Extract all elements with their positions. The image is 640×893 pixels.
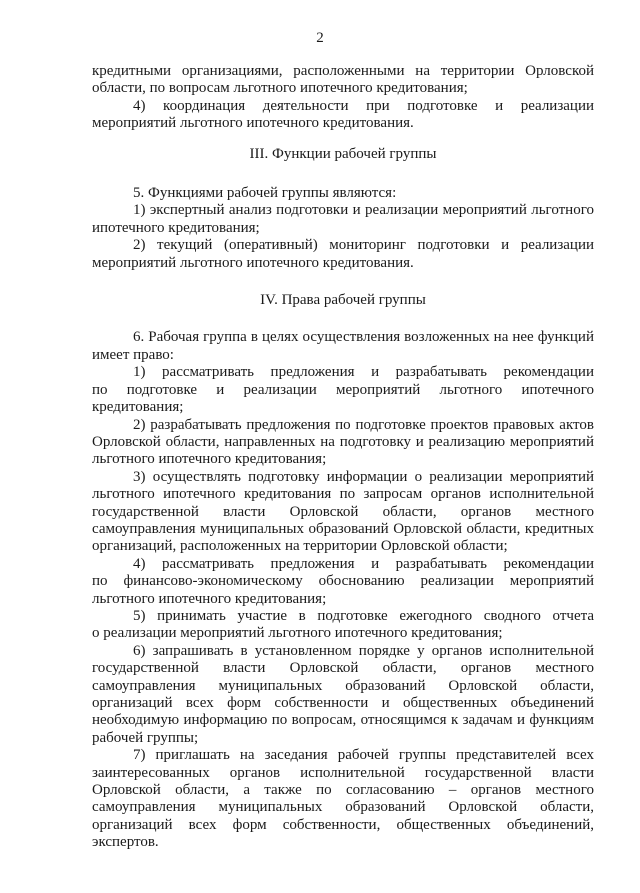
text-line: Орловской области, а также по согласованию – органов местного — [92, 782, 594, 799]
text-line: государственной власти Орловской области, органов местного — [92, 503, 594, 520]
text-line: 3) осуществлять подготовку информации о реализации мероприятий — [133, 468, 594, 485]
page-number: 2 — [316, 30, 324, 46]
text-line: льготного ипотечного кредитования; — [92, 451, 327, 468]
text-line: 2) разрабатывать предложения по подготовке проектов правовых актов — [133, 416, 594, 433]
text-line: 1) экспертный анализ подготовки и реализации мероприятий льготного — [133, 202, 594, 219]
text-line: по подготовке и реализации мероприятий льготного ипотечного — [92, 381, 594, 398]
text-line: 7) приглашать на заседания рабочей группы представителей всех — [133, 747, 594, 764]
text-line: 2) текущий (оперативный) мониторинг подготовки и реализации — [133, 237, 594, 254]
text-line: 4) рассматривать предложения и разрабатывать рекомендации — [133, 555, 594, 572]
text-line: 6) запрашивать в установленном порядке у органов исполнительной — [133, 642, 594, 659]
text-line: 1) рассматривать предложения и разрабатывать рекомендации — [133, 364, 594, 381]
document-body — [92, 63, 594, 852]
text-line: льготного ипотечного кредитования по запросам органов исполнительной — [92, 486, 594, 503]
text-line: мероприятий льготного ипотечного кредитования. — [92, 254, 414, 271]
text-line: рабочей группы; — [92, 729, 199, 746]
text-line: ипотечного кредитования; — [92, 219, 260, 236]
text-line: мероприятий льготного ипотечного кредитования. — [92, 115, 414, 132]
text-line: 4) координация деятельности при подготовке и реализации — [133, 97, 594, 114]
text-line: необходимую информацию по вопросам, относящимся к задачам и функциям — [92, 712, 594, 729]
text-line: самоуправления муниципальных образований Орловской области, — [92, 799, 594, 816]
text-line: области, по вопросам льготного ипотечного кредитования; — [92, 80, 468, 97]
text-line: экспертов. — [92, 834, 159, 851]
text-line: Орловской области, направленных на подготовку и реализацию мероприятий — [92, 433, 594, 450]
text-line: самоуправления муниципальных образований Орловской области, кредитных — [92, 520, 594, 537]
text-line: кредитными организациями, расположенными на территории Орловской — [92, 63, 594, 79]
text-line: государственной власти Орловской области, органов местного — [92, 660, 594, 677]
text-line: 5. Функциями рабочей группы являются: — [133, 185, 397, 202]
text-line: по финансово-экономическому обоснованию реализации мероприятий — [92, 573, 594, 590]
text-line: организаций всех форм собственности, общественных объединений, — [92, 816, 594, 833]
text-line: 6. Рабочая группа в целях осуществления возложенных на нее функций — [133, 329, 594, 346]
text-line: льготного ипотечного кредитования; — [92, 590, 327, 607]
text-line: заинтересованных органов исполнительной государственной власти — [92, 764, 594, 781]
text-line: кредитования; — [92, 399, 184, 416]
text-line: организаций всех форм собственности и общественных объединений — [92, 695, 594, 711]
section-heading-3: III. Функции рабочей группы — [249, 145, 437, 162]
text-line: организаций, расположенных на территории Орловской области; — [92, 538, 508, 555]
section-heading-4: IV. Права рабочей группы — [260, 292, 426, 309]
text-line: о реализации мероприятий льготного ипотечного кредитования; — [92, 625, 503, 642]
text-line: имеет право: — [92, 346, 174, 363]
text-line: самоуправления муниципальных образований Орловской области, — [92, 677, 594, 694]
text-line: 5) принимать участие в подготовке ежегодного сводного отчета — [133, 607, 594, 624]
